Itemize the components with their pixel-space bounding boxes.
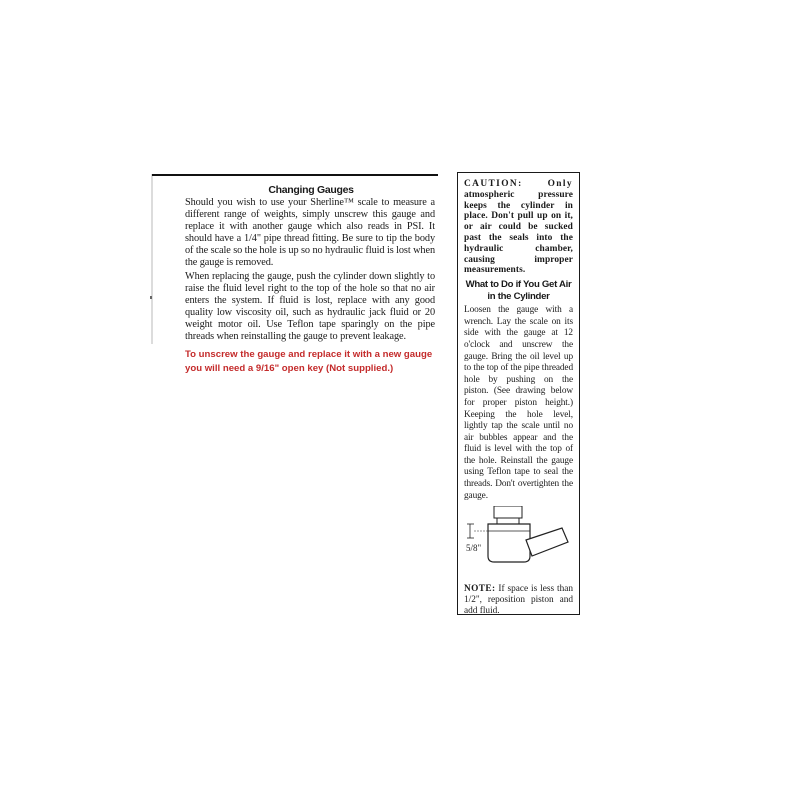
caution-text xyxy=(464,179,573,276)
left-panel-top-rule xyxy=(152,174,438,176)
changing-gauges-title: Changing Gauges xyxy=(268,184,354,196)
changing-gauges-paragraph-1: Should you wish to use your Sherline™ scale to measure a different range of weights, simply unscrew this gauge and replace it with another gauge which also reads in PSI. It should have a 1/4" pipe thread fitting. Be sure to tip the body of the scale so the hole is up so no hydraulic fluid is lost when the gauge is removed. xyxy=(185,197,435,268)
cylinder-body xyxy=(488,524,530,562)
air-in-cylinder-heading: What to Do if You Get Air in the Cylinder xyxy=(465,279,572,302)
piston-height-diagram xyxy=(464,506,574,582)
changing-gauges-paragraph-2: When replacing the gauge, push the cylinder down slightly to raise the fluid level right to the top of the hole so that no air enters the system. If fluid is lost, replace with any good quality low viscosity oil, such as hydraulic jack fluid or 20 weight motor oil. Use Teflon tape sparingly on the pipe threads when reinstalling the gauge to prevent leakage. xyxy=(185,271,435,342)
caution-card xyxy=(457,172,580,615)
margin-tick xyxy=(150,296,152,299)
note-body: If space is less than 1/2", reposition piston and add fluid. xyxy=(464,584,573,616)
gauge-arm xyxy=(526,528,568,556)
note-text xyxy=(464,584,573,616)
left-panel-border xyxy=(151,174,153,344)
caution-lead: CAUTION: Only xyxy=(464,179,573,189)
gauge-fitting xyxy=(497,518,519,524)
gauge-stem xyxy=(494,506,522,518)
air-removal-instructions: Loosen the gauge with a wrench. Lay the scale on its side with the gauge at 12 o'clock and unscrew the gauge. Bring the oil level up to the top of the pipe threaded hole by pushing on the piston. (See drawing below for proper piston height.) Keeping the hole level, lightly tap the scale until no air bubbles appear and the fluid is level with the top of the hole. Reinstall the gauge using Teflon tape to seal the threads. Don't overtighten the gauge. xyxy=(464,305,573,501)
note-lead: NOTE: xyxy=(464,584,496,595)
dimension-label: 5/8" xyxy=(466,543,482,554)
open-key-note: To unscrew the gauge and replace it with a new gauge you will need a 9/16" open key (Not supplied.) xyxy=(185,349,433,374)
caution-body: atmospheric pressure keeps the cylinder in place. Don't pull up on it, or air could be sucked past the seals into the hydraulic chamber, causing improper measurements. xyxy=(464,189,573,276)
